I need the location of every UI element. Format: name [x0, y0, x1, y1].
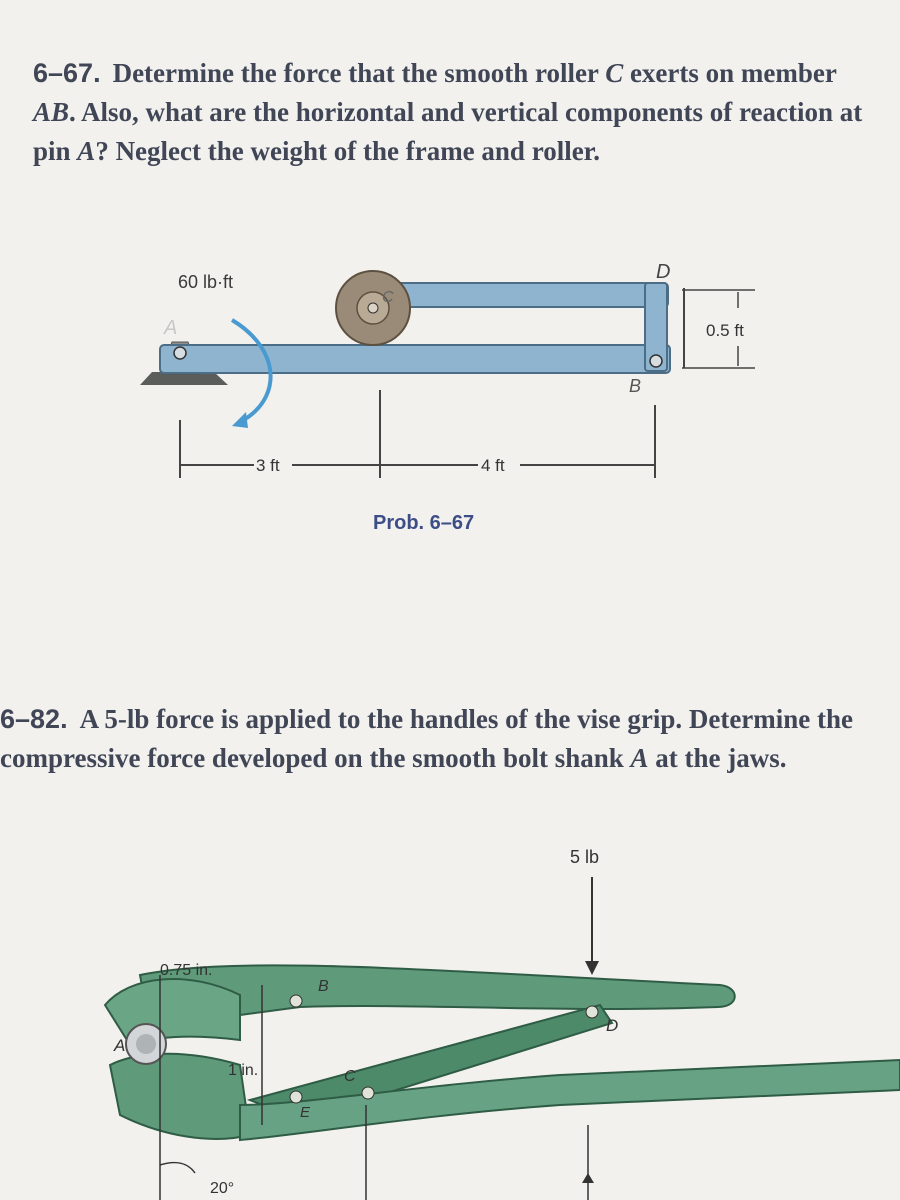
frame-roller-figure	[0, 250, 900, 510]
pin-a	[174, 347, 186, 359]
dim-label-3ft: 3 ft	[256, 456, 280, 475]
var-a: A	[77, 136, 96, 166]
moment-label: 60 lb·ft	[178, 272, 234, 292]
lower-handle	[240, 1060, 900, 1140]
pin-b	[290, 995, 302, 1007]
pin-b	[650, 355, 662, 367]
dim-label-height: 0.5 ft	[706, 321, 744, 340]
angle-arc	[160, 1163, 195, 1173]
force-arrowhead	[585, 961, 599, 975]
label-c: C	[344, 1068, 356, 1085]
statement-part: exerts on member	[623, 58, 837, 88]
roller-pin	[368, 303, 378, 313]
bolt-shank-core	[136, 1034, 156, 1054]
moment-arrowhead	[232, 412, 248, 428]
problem-number: 6–82.	[0, 704, 68, 734]
var-a: A	[630, 743, 649, 773]
member-ab	[160, 345, 670, 373]
label-c: C	[382, 289, 394, 306]
reaction-arrowhead	[582, 1173, 594, 1183]
label-b: B	[318, 978, 329, 995]
pin-d	[586, 1006, 598, 1018]
label-e: E	[300, 1104, 311, 1121]
statement-part: A 5-lb force is applied to the handles of the vise grip. Determine the compressive force developed on the smooth bolt shank	[0, 704, 854, 773]
dim-label-vert: 1 in.	[228, 1062, 259, 1079]
force-label: 5 lb	[570, 847, 600, 867]
pin-e	[290, 1091, 302, 1103]
label-a: A	[114, 1036, 126, 1055]
dim-label-4ft: 4 ft	[481, 456, 505, 475]
label-d: D	[656, 261, 671, 283]
problem-number: 6–67.	[33, 58, 101, 88]
pin-c	[362, 1087, 374, 1099]
dim-label-jaw: 0.75 in.	[160, 962, 213, 979]
vise-grip-figure	[0, 835, 900, 1200]
var-c: C	[605, 58, 624, 88]
problem-6-67-statement	[33, 54, 873, 171]
var-ab: AB	[33, 97, 70, 127]
label-b: B	[629, 376, 642, 396]
figure-caption: Prob. 6–67	[373, 512, 475, 534]
label-a: A	[164, 317, 178, 339]
angle-label: 20°	[210, 1180, 235, 1197]
statement-part: Determine the force that the smooth roller	[112, 58, 606, 88]
statement-part: ? Neglect the weight of the frame and roller.	[95, 136, 600, 166]
statement-part: at the jaws.	[648, 743, 787, 773]
statement-part: . Also, what are the horizontal and vertical components of reaction at pin	[33, 97, 863, 166]
problem-6-82-statement	[0, 700, 860, 778]
label-d: D	[606, 1016, 619, 1035]
